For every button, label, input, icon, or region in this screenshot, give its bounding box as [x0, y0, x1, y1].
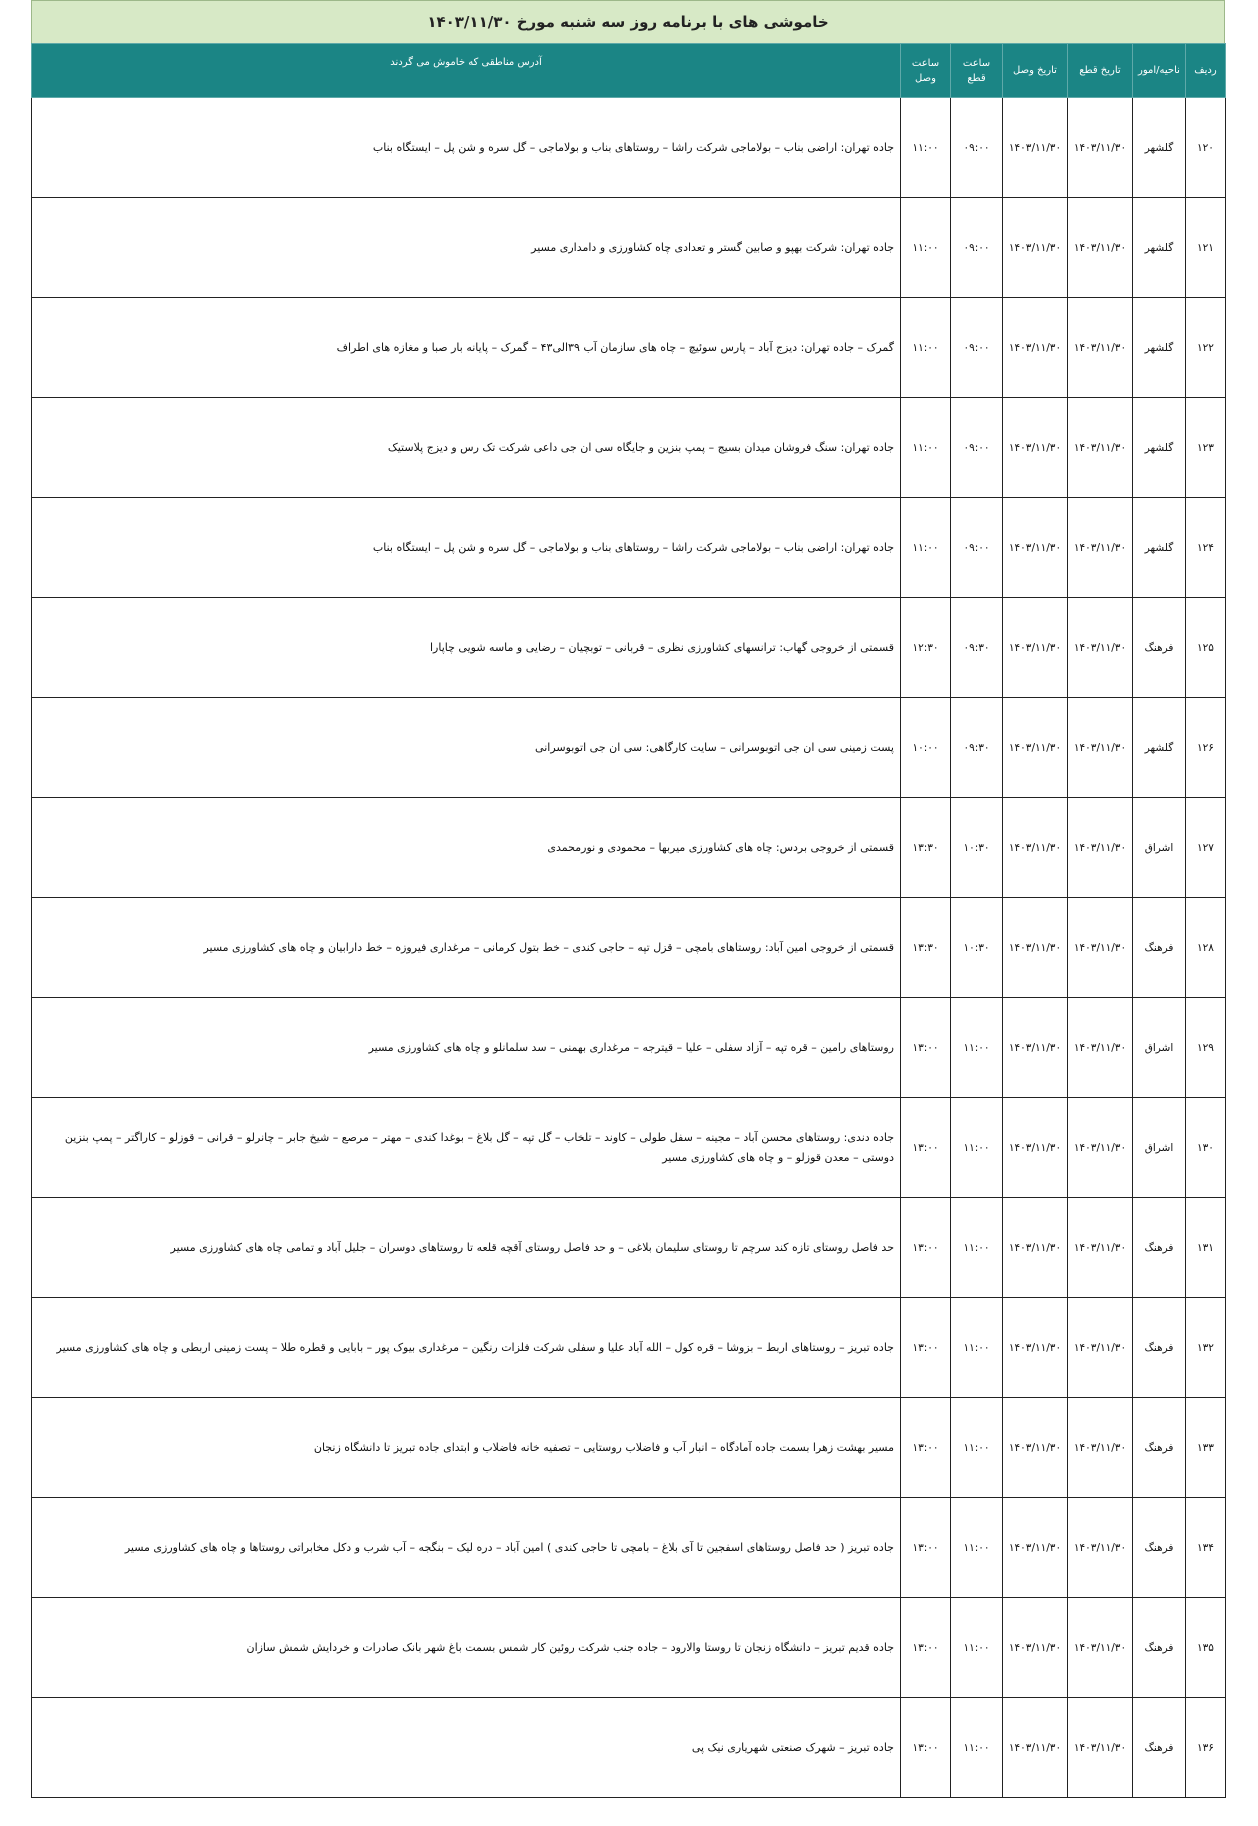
connect-date-cell: ۱۴۰۳/۱۱/۳۰ — [1003, 698, 1068, 798]
cut-time-cell: ۱۱:۰۰ — [951, 1098, 1003, 1198]
address-cell: حد فاصل روستای تازه کند سرچم تا روستای سلیمان بلاغی – و حد فاصل روستای آقچه قلعه تا روستاهای دوسران – جلیل آباد و تمامی چاه های کشاورزی مسیر — [32, 1198, 901, 1298]
connect-time-cell: ۱۳:۳۰ — [901, 798, 951, 898]
table-row — [32, 1598, 1226, 1698]
table-row — [32, 1498, 1226, 1598]
address-cell: قسمتی از خروجی امین آباد: روستاهای بامچی – قزل تپه – حاجی کندی – خط بتول کرمانی – مرغداری فیروزه – خط دارابیان و چاه های کشاورزی مسیر — [32, 898, 901, 998]
cut-date-cell: ۱۴۰۳/۱۱/۳۰ — [1068, 398, 1133, 498]
row-number-cell: ۱۲۷ — [1186, 798, 1226, 898]
cut-date-cell: ۱۴۰۳/۱۱/۳۰ — [1068, 1098, 1133, 1198]
area-cell: اشراق — [1133, 1098, 1186, 1198]
cut-date-cell: ۱۴۰۳/۱۱/۳۰ — [1068, 198, 1133, 298]
outage-table — [31, 43, 1226, 1798]
table-row — [32, 1198, 1226, 1298]
header-row-no: ردیف — [1186, 44, 1226, 98]
table-row — [32, 898, 1226, 998]
cut-date-cell: ۱۴۰۳/۱۱/۳۰ — [1068, 1198, 1133, 1298]
area-cell: اشراق — [1133, 998, 1186, 1098]
cut-date-cell: ۱۴۰۳/۱۱/۳۰ — [1068, 1398, 1133, 1498]
cut-time-cell: ۱۱:۰۰ — [951, 1698, 1003, 1798]
cut-time-cell: ۱۱:۰۰ — [951, 1598, 1003, 1698]
area-cell: اشراق — [1133, 798, 1186, 898]
cut-date-cell: ۱۴۰۳/۱۱/۳۰ — [1068, 1298, 1133, 1398]
cut-time-cell: ۰۹:۳۰ — [951, 698, 1003, 798]
connect-time-cell: ۱۱:۰۰ — [901, 498, 951, 598]
connect-time-cell: ۱۳:۰۰ — [901, 1598, 951, 1698]
cut-date-cell: ۱۴۰۳/۱۱/۳۰ — [1068, 598, 1133, 698]
cut-time-cell: ۱۱:۰۰ — [951, 1398, 1003, 1498]
area-cell: گلشهر — [1133, 298, 1186, 398]
table-row — [32, 998, 1226, 1098]
address-cell: جاده تبریز ( حد فاصل روستاهای اسفجین تا آی بلاغ – بامچی تا حاجی کندی ) امین آباد – دره لیک – بنگجه – آب شرب و دکل مخابراتی روستاها و چاه های کشاورزی مسیر — [32, 1498, 901, 1598]
row-number-cell: ۱۲۶ — [1186, 698, 1226, 798]
cut-time-cell: ۱۱:۰۰ — [951, 1198, 1003, 1298]
address-cell: جاده تبریز – روستاهای اربط – بزوشا – قره کول – الله آباد علیا و سفلی شرکت فلزات رنگین – مرغداری بیوک پور – بابایی و قطره طلا – پست زمینی اربطی و چاه های کشاورزی مسیر — [32, 1298, 901, 1398]
connect-time-cell: ۱۲:۳۰ — [901, 598, 951, 698]
row-number-cell: ۱۲۸ — [1186, 898, 1226, 998]
connect-time-cell: ۱۰:۰۰ — [901, 698, 951, 798]
area-cell: فرهنگ — [1133, 1398, 1186, 1498]
connect-time-cell: ۱۳:۰۰ — [901, 998, 951, 1098]
header-area: ناحیه/امور — [1133, 44, 1186, 98]
table-row — [32, 798, 1226, 898]
header-connect-time: ساعت وصل — [901, 44, 951, 98]
table-row — [32, 98, 1226, 198]
connect-time-cell: ۱۳:۰۰ — [901, 1498, 951, 1598]
connect-date-cell: ۱۴۰۳/۱۱/۳۰ — [1003, 1198, 1068, 1298]
area-cell: گلشهر — [1133, 498, 1186, 598]
outage-schedule-sheet — [31, 0, 1225, 1798]
row-number-cell: ۱۳۶ — [1186, 1698, 1226, 1798]
cut-time-cell: ۱۰:۳۰ — [951, 798, 1003, 898]
cut-date-cell: ۱۴۰۳/۱۱/۳۰ — [1068, 1498, 1133, 1598]
table-row — [32, 1698, 1226, 1798]
table-row — [32, 198, 1226, 298]
cut-date-cell: ۱۴۰۳/۱۱/۳۰ — [1068, 298, 1133, 398]
connect-date-cell: ۱۴۰۳/۱۱/۳۰ — [1003, 1398, 1068, 1498]
header-cut-date: تاریخ قطع — [1068, 44, 1133, 98]
table-row — [32, 398, 1226, 498]
connect-date-cell: ۱۴۰۳/۱۱/۳۰ — [1003, 1098, 1068, 1198]
header-connect-date: تاریخ وصل — [1003, 44, 1068, 98]
connect-time-cell: ۱۱:۰۰ — [901, 398, 951, 498]
table-row — [32, 298, 1226, 398]
header-row — [32, 44, 1226, 98]
connect-time-cell: ۱۱:۰۰ — [901, 198, 951, 298]
address-cell: قسمتی از خروجی بردس: چاه های کشاورزی میربها – محمودی و نورمحمدی — [32, 798, 901, 898]
cut-date-cell: ۱۴۰۳/۱۱/۳۰ — [1068, 798, 1133, 898]
header-cut-time: ساعت قطع — [951, 44, 1003, 98]
row-number-cell: ۱۲۱ — [1186, 198, 1226, 298]
area-cell: فرهنگ — [1133, 1298, 1186, 1398]
connect-date-cell: ۱۴۰۳/۱۱/۳۰ — [1003, 1598, 1068, 1698]
row-number-cell: ۱۲۳ — [1186, 398, 1226, 498]
page-title: خاموشی های با برنامه روز سه شنبه مورخ ۱۴۰۳/۱۱/۳۰ — [31, 0, 1225, 43]
connect-date-cell: ۱۴۰۳/۱۱/۳۰ — [1003, 98, 1068, 198]
connect-time-cell: ۱۳:۰۰ — [901, 1398, 951, 1498]
row-number-cell: ۱۳۲ — [1186, 1298, 1226, 1398]
cut-time-cell: ۰۹:۰۰ — [951, 298, 1003, 398]
row-number-cell: ۱۳۳ — [1186, 1398, 1226, 1498]
cut-time-cell: ۰۹:۰۰ — [951, 498, 1003, 598]
address-cell: قسمتی از خروجی گهاب: ترانسهای کشاورزی نظری – قربانی – توبچیان – رضایی و ماسه شویی چاپارا — [32, 598, 901, 698]
table-row — [32, 598, 1226, 698]
address-cell: گمرک – جاده تهران: دیزج آباد – پارس سوئیچ – چاه های سازمان آب ۳۹الی۴۳ – گمرک – پایانه بار صبا و مغازه های اطراف — [32, 298, 901, 398]
cut-date-cell: ۱۴۰۳/۱۱/۳۰ — [1068, 98, 1133, 198]
connect-time-cell: ۱۳:۰۰ — [901, 1098, 951, 1198]
table-body — [32, 98, 1226, 1798]
address-cell: روستاهای رامین – قره تپه – آزاد سفلی – علیا – قیترجه – مرغداری بهمنی – سد سلمانلو و چاه های کشاورزی مسیر — [32, 998, 901, 1098]
connect-date-cell: ۱۴۰۳/۱۱/۳۰ — [1003, 998, 1068, 1098]
area-cell: فرهنگ — [1133, 1198, 1186, 1298]
area-cell: گلشهر — [1133, 398, 1186, 498]
address-cell: جاده تهران: سنگ فروشان میدان بسیج – پمپ بنزین و جایگاه سی ان جی داعی شرکت تک رس و دیزج پلاستیک — [32, 398, 901, 498]
connect-date-cell: ۱۴۰۳/۱۱/۳۰ — [1003, 198, 1068, 298]
area-cell: گلشهر — [1133, 98, 1186, 198]
address-cell: جاده دندی: روستاهای محسن آباد – مجینه – سفل طولی – کاوند – تلخاب – گل تپه – گل بلاغ – بوغدا کندی – مهتر – مرصع – شیخ جابر – چانرلو – قرانی – قوزلو – کاراگتر – پمپ بنزین دوستی – معدن قوزلو – و چاه های کشاورزی مسیر — [32, 1098, 901, 1198]
cut-date-cell: ۱۴۰۳/۱۱/۳۰ — [1068, 498, 1133, 598]
row-number-cell: ۱۲۵ — [1186, 598, 1226, 698]
cut-time-cell: ۰۹:۰۰ — [951, 398, 1003, 498]
address-cell: جاده قدیم تبریز – دانشگاه زنجان تا روستا والارود – جاده جنب شرکت روئین کار شمس بسمت باغ شهر بانک صادرات و خردایش شمش سازان — [32, 1598, 901, 1698]
connect-date-cell: ۱۴۰۳/۱۱/۳۰ — [1003, 1498, 1068, 1598]
connect-time-cell: ۱۳:۰۰ — [901, 1298, 951, 1398]
row-number-cell: ۱۲۰ — [1186, 98, 1226, 198]
cut-date-cell: ۱۴۰۳/۱۱/۳۰ — [1068, 998, 1133, 1098]
row-number-cell: ۱۳۰ — [1186, 1098, 1226, 1198]
row-number-cell: ۱۲۲ — [1186, 298, 1226, 398]
connect-date-cell: ۱۴۰۳/۱۱/۳۰ — [1003, 1698, 1068, 1798]
connect-time-cell: ۱۳:۳۰ — [901, 898, 951, 998]
row-number-cell: ۱۳۴ — [1186, 1498, 1226, 1598]
connect-date-cell: ۱۴۰۳/۱۱/۳۰ — [1003, 298, 1068, 398]
address-cell: جاده تهران: شرکت بهپو و صابین گستر و تعدادی چاه کشاورزی و دامداری مسیر — [32, 198, 901, 298]
row-number-cell: ۱۲۹ — [1186, 998, 1226, 1098]
address-cell: جاده تبریز – شهرک صنعتی شهریاری نیک پی — [32, 1698, 901, 1798]
address-cell: جاده تهران: اراضی بناب – بولاماجی شرکت راشا – روستاهای بناب و بولاماجی – گل سره و شن پل – ایستگاه بناب — [32, 98, 901, 198]
connect-date-cell: ۱۴۰۳/۱۱/۳۰ — [1003, 798, 1068, 898]
cut-time-cell: ۱۰:۳۰ — [951, 898, 1003, 998]
table-row — [32, 1098, 1226, 1198]
connect-date-cell: ۱۴۰۳/۱۱/۳۰ — [1003, 398, 1068, 498]
cut-time-cell: ۱۱:۰۰ — [951, 998, 1003, 1098]
cut-time-cell: ۱۱:۰۰ — [951, 1498, 1003, 1598]
address-cell: جاده تهران: اراضی بناب – بولاماجی شرکت راشا – روستاهای بناب و بولاماجی – گل سره و شن پل – ایستگاه بناب — [32, 498, 901, 598]
cut-time-cell: ۰۹:۰۰ — [951, 98, 1003, 198]
cut-time-cell: ۱۱:۰۰ — [951, 1298, 1003, 1398]
connect-time-cell: ۱۱:۰۰ — [901, 298, 951, 398]
connect-date-cell: ۱۴۰۳/۱۱/۳۰ — [1003, 498, 1068, 598]
connect-date-cell: ۱۴۰۳/۱۱/۳۰ — [1003, 898, 1068, 998]
area-cell: فرهنگ — [1133, 1598, 1186, 1698]
area-cell: فرهنگ — [1133, 1498, 1186, 1598]
area-cell: فرهنگ — [1133, 898, 1186, 998]
area-cell: فرهنگ — [1133, 598, 1186, 698]
connect-date-cell: ۱۴۰۳/۱۱/۳۰ — [1003, 598, 1068, 698]
cut-time-cell: ۰۹:۰۰ — [951, 198, 1003, 298]
table-row — [32, 698, 1226, 798]
row-number-cell: ۱۳۱ — [1186, 1198, 1226, 1298]
table-row — [32, 1298, 1226, 1398]
cut-time-cell: ۰۹:۳۰ — [951, 598, 1003, 698]
table-row — [32, 1398, 1226, 1498]
area-cell: گلشهر — [1133, 198, 1186, 298]
cut-date-cell: ۱۴۰۳/۱۱/۳۰ — [1068, 1698, 1133, 1798]
row-number-cell: ۱۳۵ — [1186, 1598, 1226, 1698]
address-cell: پست زمینی سی ان جی اتوبوسرانی – سایت کارگاهی: سی ان جی اتوبوسرانی — [32, 698, 901, 798]
connect-time-cell: ۱۳:۰۰ — [901, 1698, 951, 1798]
table-row — [32, 498, 1226, 598]
area-cell: گلشهر — [1133, 698, 1186, 798]
area-cell: فرهنگ — [1133, 1698, 1186, 1798]
connect-date-cell: ۱۴۰۳/۱۱/۳۰ — [1003, 1298, 1068, 1398]
cut-date-cell: ۱۴۰۳/۱۱/۳۰ — [1068, 1598, 1133, 1698]
header-address: آدرس مناطقی که خاموش می گردند — [32, 44, 901, 98]
row-number-cell: ۱۲۴ — [1186, 498, 1226, 598]
cut-date-cell: ۱۴۰۳/۱۱/۳۰ — [1068, 898, 1133, 998]
address-cell: مسیر بهشت زهرا بسمت جاده آمادگاه – انبار آب و فاضلاب روستایی – تصفیه خانه فاضلاب و ابتدای جاده تبریز تا دانشگاه زنجان — [32, 1398, 901, 1498]
connect-time-cell: ۱۳:۰۰ — [901, 1198, 951, 1298]
connect-time-cell: ۱۱:۰۰ — [901, 98, 951, 198]
cut-date-cell: ۱۴۰۳/۱۱/۳۰ — [1068, 698, 1133, 798]
